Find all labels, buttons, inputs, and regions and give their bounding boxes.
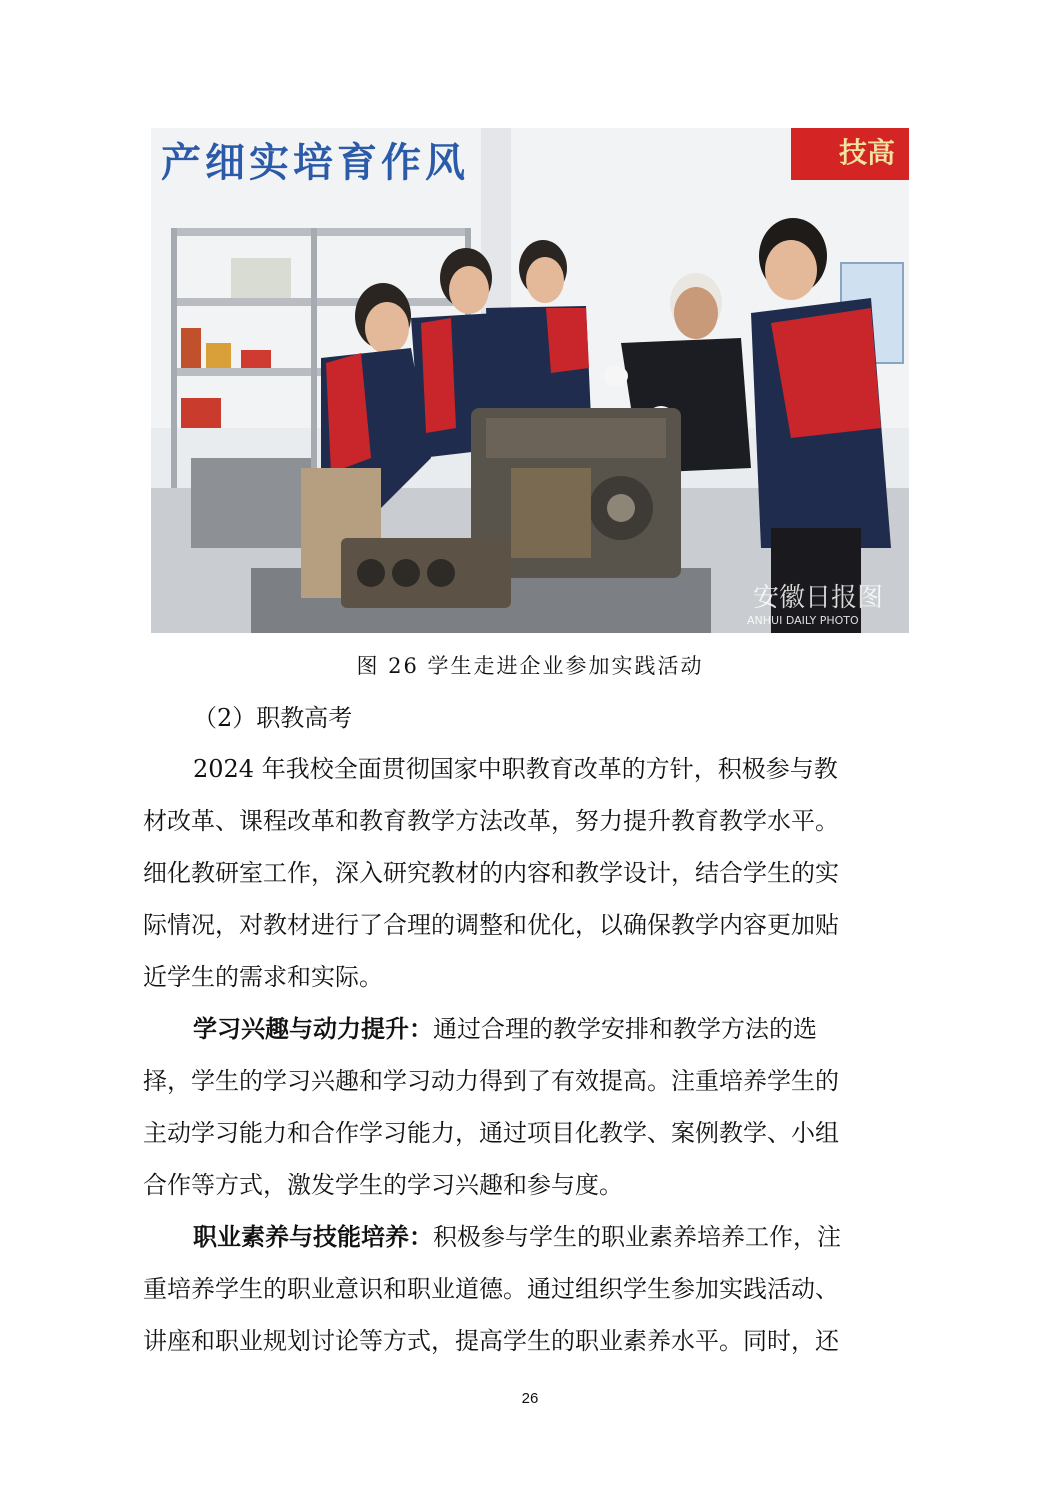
- figure-caption: 图 26 学生走进企业参加实践活动: [356, 654, 704, 678]
- paragraph-line-text: 通过合理的教学安排和教学方法的选: [433, 1015, 817, 1043]
- watermark-cn: 安徽日报图: [753, 583, 884, 613]
- paragraph-line: 近学生的需求和实际。: [143, 963, 383, 991]
- paragraph-career: [143, 1211, 920, 1367]
- section-heading: （2）职教高考: [193, 704, 353, 732]
- workshop-photo-illustration: [151, 128, 909, 633]
- paragraph-line: 材改革、课程改革和教育教学方法改革，努力提升教育教学水平。: [143, 807, 839, 835]
- paragraph-line: [143, 1003, 920, 1055]
- paragraph-reform: [143, 743, 920, 1003]
- paragraph-line: 讲座和职业规划讨论等方式，提高学生的职业素养水平。同时，还: [143, 1327, 839, 1355]
- watermark-en: ANHUI DAILY PHOTO: [747, 614, 859, 627]
- paragraph-line-text: 积极参与学生的职业素养培养工作，注: [433, 1223, 841, 1251]
- paragraph-line: 主动学习能力和合作学习能力，通过项目化教学、案例教学、小组: [143, 1119, 839, 1147]
- photo-signage-text: 产细实培育作风: [161, 140, 469, 186]
- paragraph-line: 合作等方式，激发学生的学习兴趣和参与度。: [143, 1171, 623, 1199]
- page-number: 26: [521, 1390, 539, 1407]
- paragraph-lead: 学习兴趣与动力提升：: [193, 1014, 433, 1043]
- paragraph-line: [143, 1211, 920, 1263]
- paragraph-lead: 职业素养与技能培养：: [193, 1222, 433, 1251]
- workshop-photo: [151, 128, 909, 633]
- banner-text: 技高: [839, 136, 896, 169]
- paragraph-line: 2024 年我校全面贯彻国家中职教育改革的方针，积极参与教: [193, 755, 838, 783]
- paragraph-line: 细化教研室工作，深入研究教材的内容和教学设计，结合学生的实: [143, 859, 839, 887]
- paragraph-line: 际情况，对教材进行了合理的调整和优化，以确保教学内容更加贴: [143, 911, 839, 939]
- paragraph-line: 重培养学生的职业意识和职业道德。通过组织学生参加实践活动、: [143, 1275, 839, 1303]
- paragraph-line: 择，学生的学习兴趣和学习动力得到了有效提高。注重培养学生的: [143, 1067, 839, 1095]
- paragraph-interest: [143, 1003, 920, 1211]
